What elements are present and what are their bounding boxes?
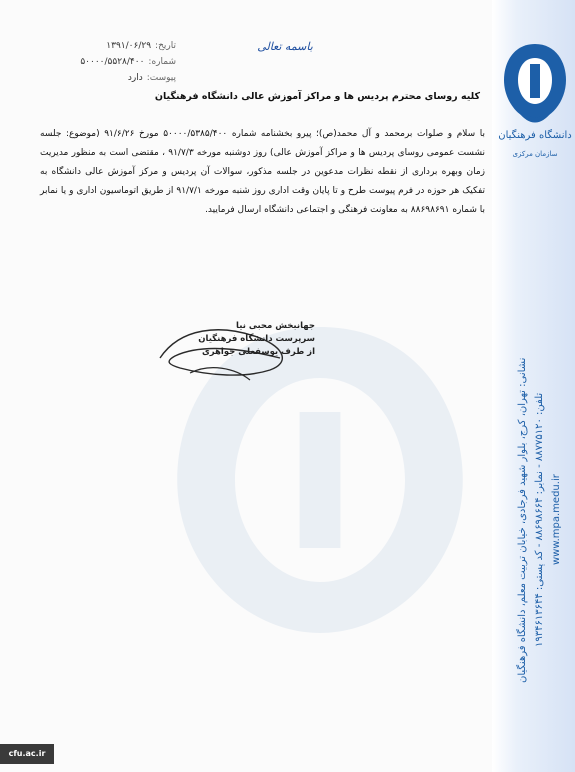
phone-line: تلفن: ۸۸۷۷۵۱۲۰ - نمابر: ۸۸۶۹۸۶۶۴ - کد پستی: ۱۹۳۴۶۱۳۶۴۴ <box>534 392 545 648</box>
body-paragraph: با سلام و صلوات برمحمد و آل محمد(ص)؛ پیرو بخشنامه شماره ۵۰۰۰۰/۵۳۸۵/۴۰۰ مورخ ۹۱/۶/۲۶ (موضوع: جلسه نشست عمومی روسای پردیس ها و مراکز آموزش عالی) روز دوشنبه مورخه ۹۱/۷/۳ ، مقتضی است به منظور مدیریت زمان وبهره برداری از نقطه نظرات مدعوین در جلسه مذکور، سوالات آن پردیس و مرکز آموزش عالی دانشگاه به تفکیک هر حوزه در فرم پیوست طرح و تا پایان وقت اداری روز شنبه مورخه ۹۱/۷/۱ از طریق اتوماسیون اداری و یا نمابر با شماره ۸۸۶۹۸۶۹۱ به معاونت فرهنگی و اجتماعی دانشگاه ارسال فرمایید. <box>40 129 485 215</box>
attachment-row <box>66 70 176 86</box>
attachment-value: دارد <box>127 73 143 83</box>
date-value: ۱۳۹۱/۰۶/۲۹ <box>106 41 152 51</box>
recipient-line: کلیه روسای محترم پردیس ها و مراکز آموزش عالی دانشگاه فرهنگیان <box>154 91 480 102</box>
attachment-label: پیوست: <box>146 73 176 83</box>
letter-body <box>40 125 485 220</box>
signatory-on-behalf: از طرف یوسفعلی جواهری <box>201 347 315 357</box>
number-row <box>66 54 176 70</box>
site-badge[interactable]: cfu.ac.ir <box>0 744 54 764</box>
website-link[interactable]: www.mpa.medu.ir <box>551 474 562 566</box>
date-row <box>66 38 176 54</box>
signature-block <box>165 320 315 359</box>
letter-meta <box>66 38 176 86</box>
letter-heading: باسمه تعالی <box>257 40 313 53</box>
date-label: تاریخ: <box>155 41 176 51</box>
contact-vertical-text <box>517 290 567 750</box>
university-logo-icon <box>500 40 570 160</box>
signatory-title: سرپرست دانشگاه فرهنگیان <box>198 334 315 344</box>
logo-text: دانشگاه فرهنگیان <box>498 130 572 141</box>
logo-subtext: سازمان مرکزی <box>512 150 558 158</box>
address-line: نشانی: تهران، کرج، بلوار شهید فرجادی، خیابان تربیت معلم، دانشگاه فرهنگیان <box>517 357 528 683</box>
number-value: ۵۰۰۰۰/۵۵۲۸/۴۰۰ <box>80 57 145 67</box>
number-label: شماره: <box>148 57 176 67</box>
signatory-name: جهانبخش محبی نیا <box>236 321 315 331</box>
